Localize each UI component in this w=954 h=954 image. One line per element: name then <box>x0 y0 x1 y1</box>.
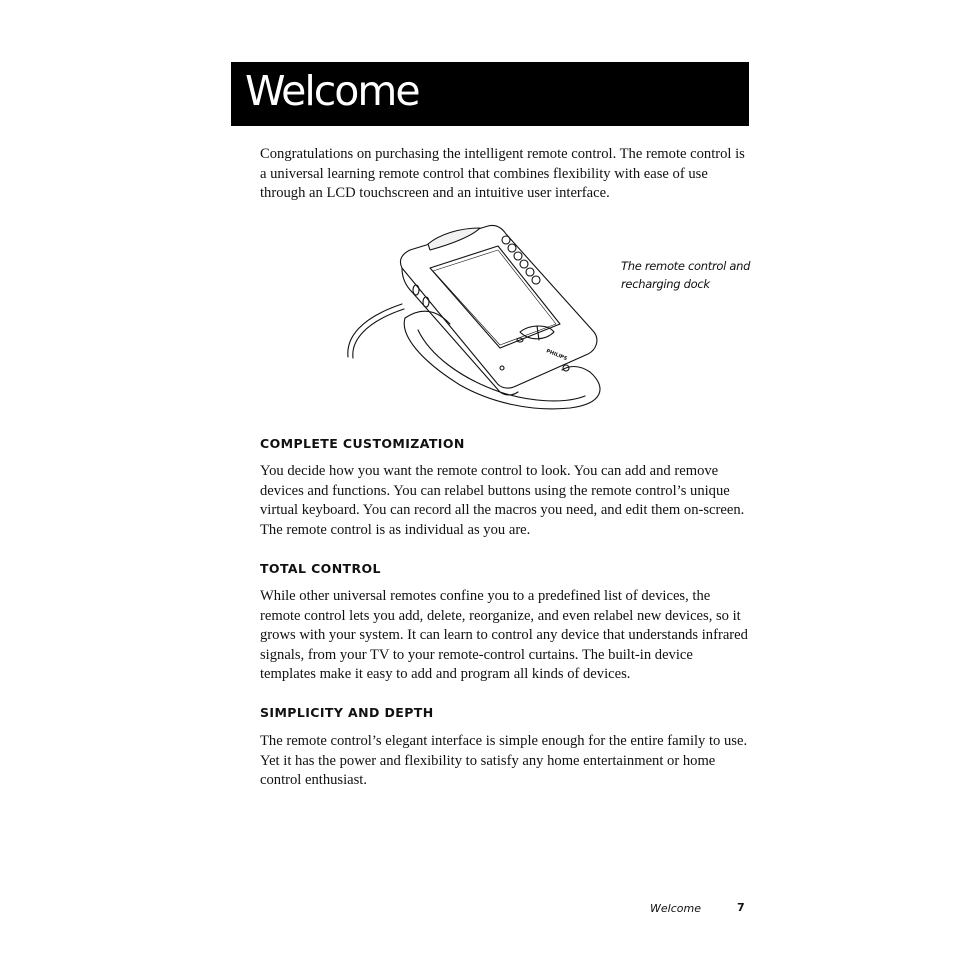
lcd-touchscreen <box>430 246 560 348</box>
figure-caption: The remote control and recharging dock <box>621 259 751 291</box>
section-heading: COMPLETE CUSTOMIZATION <box>260 436 465 451</box>
intro-paragraph: Congratulations on purchasing the intelligent remote control. The remote control is a universal learning remote control that combines flexibility with ease of use through an LCD touchscreen and an intuitive user interface. <box>260 146 745 201</box>
page-title: Welcome <box>245 67 419 115</box>
charging-cable <box>348 304 402 357</box>
section-body: While other universal remotes confine you to a predefined list of devices, the remote control lets you add, delete, reorganize, and even relabel new devices, so it grows with your system. It can learn to control any device that understands infrared signals, from your TV to your remote-control curtains. The built-in device templates make it easy to add and program all kinds of devices. <box>260 588 748 682</box>
remote-control-illustration <box>340 220 610 415</box>
title-bar <box>231 62 749 126</box>
recharging-dock <box>404 318 600 409</box>
footer-section-label: Welcome <box>650 902 701 915</box>
hard-button-icon <box>502 236 510 244</box>
section-heading: TOTAL CONTROL <box>260 561 381 576</box>
section-heading: SIMPLICITY AND DEPTH <box>260 705 434 720</box>
brand-logo: PHILIPS <box>545 348 568 363</box>
section-body: You decide how you want the remote control to look. You can add and remove devices and functions. You can relabel buttons using the remote control’s unique virtual keyboard. You can record all the macros you need, and edit them on-screen. The remote control is as individual as you are. <box>260 463 745 538</box>
section-body: The remote control’s elegant interface is simple enough for the entire family to use. Yet it has the power and flexibility to satisfy any home entertainment or home control enthusiast. <box>260 733 748 788</box>
page-number: 7 <box>737 901 745 914</box>
